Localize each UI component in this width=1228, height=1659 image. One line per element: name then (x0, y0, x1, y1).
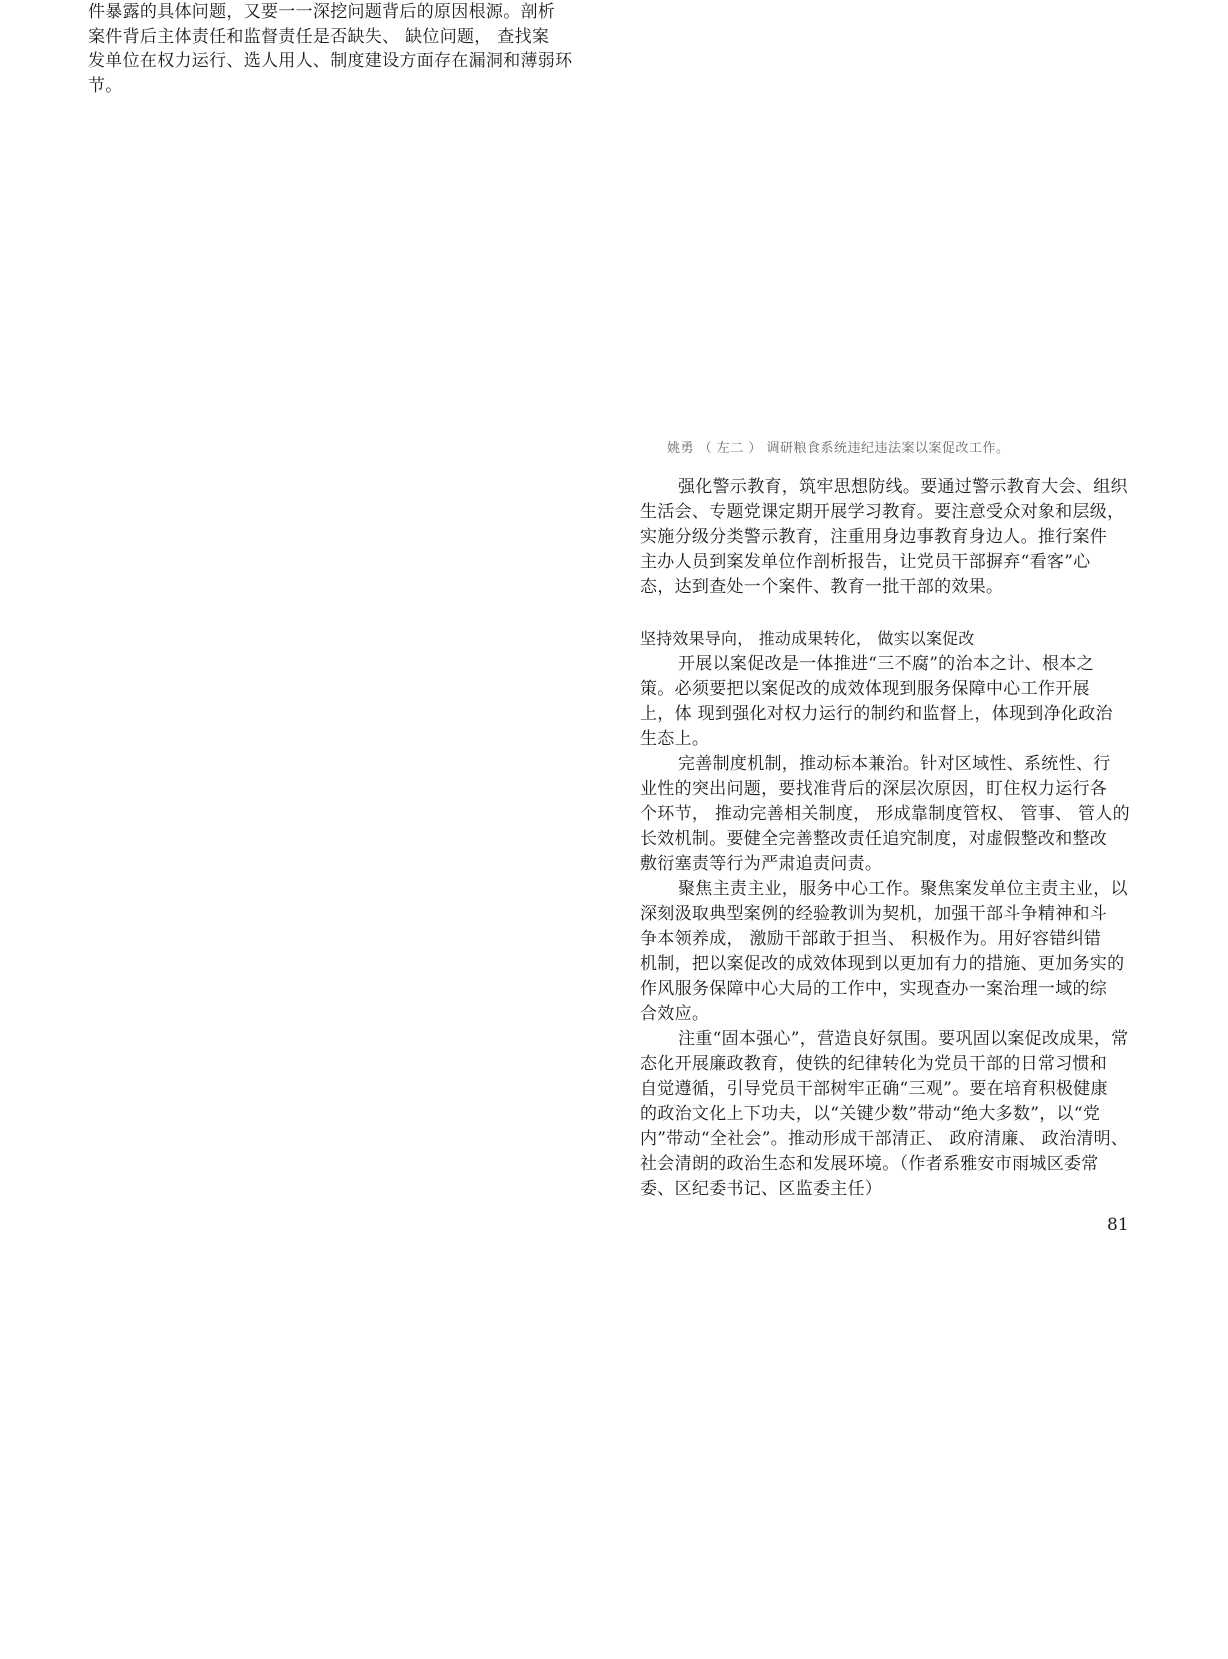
text-line: 委、区纪委书记、区监委主任） (640, 1179, 883, 1199)
text-line: 生活会、专题党课定期开展学习教育。要注意受众对象和层级， (640, 502, 1125, 522)
text-line: 开展以案促改是一体推进“三不腐”的治本之计、根本之 (678, 654, 1094, 674)
text-line: 个环节， 推动完善相关制度， 形成靠制度管权、 管事、 管人的 (640, 804, 1130, 824)
paragraph-warning-education (640, 475, 1140, 600)
text-line: 深刻汲取典型案例的经验教训为契机，加强干部斗争精神和斗 (640, 904, 1108, 924)
text-line: 生态上。 (640, 729, 710, 749)
section-heading: 坚持效果导向， 推动成果转化， 做实以案促改 (640, 629, 975, 648)
text-line: 机制，把以案促改的成效体现到以更加有力的措施、更加务实的 (640, 954, 1125, 974)
text-line: 实施分级分类警示教育，注重用身边事教育身边人。推行案件 (640, 527, 1108, 547)
text-line: 的政治文化上下功夫，以“关键少数”带动“绝大多数”，以“党 (640, 1104, 1101, 1124)
page-number: 81 (1107, 1215, 1129, 1235)
text-line: 注重“固本强心”，营造良好氛围。要巩固以案促改成果，常 (678, 1029, 1129, 1049)
text-line: 发单位在权力运行、选人用人、制度建设方面存在漏洞和薄弱环 (88, 51, 573, 71)
text-line: 业性的突出问题，要找准背后的深层次原因，盯住权力运行各 (640, 779, 1108, 799)
photo-caption: 姚勇 （ 左二 ） 调研粮食系统违纪违法案以案促改工作。 (667, 441, 1010, 456)
paragraph-culture (640, 1027, 1140, 1202)
paragraph-focus-main-duty (640, 877, 1140, 1027)
text-line: 争本领养成， 激励干部敢于担当、 积极作为。用好容错纠错 (640, 929, 1102, 949)
text-line: 聚焦主责主业，服务中心工作。聚焦案发单位主责主业，以 (678, 879, 1128, 899)
text-line: 完善制度机制，推动标本兼治。针对区域性、系统性、行 (678, 754, 1111, 774)
text-line: 社会清朗的政治生态和发展环境。（作者系雅安市雨城区委常 (640, 1154, 1099, 1174)
text-line: 件暴露的具体问题，又要一一深挖问题背后的原因根源。剖析 (88, 2, 556, 22)
text-line: 案件背后主体责任和监督责任是否缺失、 缺位问题， 查找案 (88, 26, 550, 47)
text-line: 上，体 现到强化对权力运行的制约和监督上，体现到净化政治 (640, 704, 1113, 724)
text-line: 作风服务保障中心大局的工作中，实现查办一案治理一域的综 (640, 979, 1108, 999)
paragraph-system-mechanism (640, 752, 1140, 877)
text-line: 态，达到查处一个案件、教育一批干部的效果。 (640, 577, 1004, 597)
left-column-text (88, 0, 588, 98)
text-line: 策。必须要把以案促改的成效体现到服务保障中心工作开展 (640, 679, 1090, 699)
text-line: 合效应。 (640, 1004, 710, 1024)
text-line: 敷衍塞责等行为严肃追责问责。 (640, 854, 883, 874)
text-line: 主办人员到案发单位作剖析报告，让党员干部摒弃“看客”心 (640, 552, 1091, 572)
spacer (640, 600, 1140, 626)
text-line: 节。 (88, 75, 123, 96)
text-line: 内”带动“全社会”。推动形成干部清正、 政府清廉、 政治清明、 (640, 1129, 1129, 1149)
text-line: 态化开展廉政教育，使铁的纪律转化为党员干部的日常习惯和 (640, 1054, 1108, 1074)
text-line: 自觉遵循，引导党员干部树牢正确“三观”。要在培育积极健康 (640, 1079, 1108, 1099)
text-line: 长效机制。要健全完善整改责任追究制度，对虚假整改和整改 (640, 829, 1108, 849)
right-column-text (640, 475, 1140, 1202)
text-line: 强化警示教育，筑牢思想防线。要通过警示教育大会、组织 (678, 477, 1128, 497)
paragraph-intro (640, 652, 1140, 752)
